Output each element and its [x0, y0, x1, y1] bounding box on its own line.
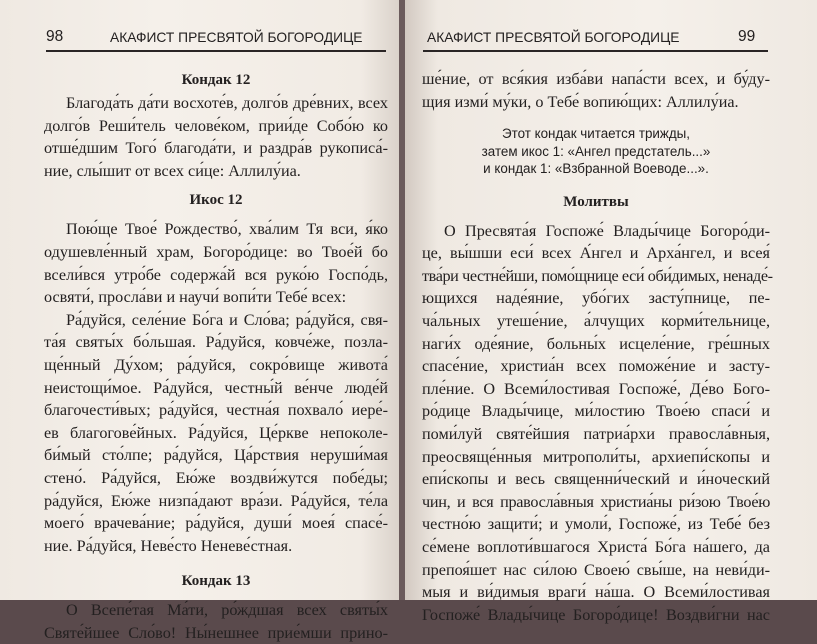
text-line: мыя и ви́димыя враги́ на́ша. О Всеми́лостивая	[422, 583, 770, 602]
text-line: О Всепе́тая Ма́ти, ро́ждшая всех святы́х	[66, 601, 388, 620]
text-line: ще́нный Ду́хом; ра́дуйся, сокро́вище живота́	[44, 355, 388, 374]
text-line: ние. Ра́дуйся, Неве́сто Неневе́стная.	[44, 536, 293, 555]
text-line: се́мене воплоти́вшагося Христа́ Бо́га на́шего, да	[422, 538, 770, 556]
text-line: та́я святы́х бо́льшая. Ра́дуйся, ковче́же, позла-	[44, 333, 388, 352]
text-line: щия изми́ му́ки, о Тебе́ вопию́щих: Аллилу́иа.	[422, 92, 739, 111]
text-line: моего́ врачева́ние; ра́дуйся, души́ моея́ спасе́-	[44, 514, 388, 533]
text-line: долго́в Реши́тель челове́ком, прии́де Собо́ю ко	[44, 116, 388, 135]
text-line: отше́дшим Того́ благода́ти, и раздра́в рукописа́-	[44, 139, 388, 158]
rubric-note	[422, 125, 770, 178]
text-line: епи́скопы и весь священни́ческий и и́ноческий	[422, 470, 770, 489]
paragraph	[44, 92, 388, 182]
text-line: Благода́ть да́ти восхоте́в, долго́в дре́вних, всех	[66, 94, 388, 112]
text-line: ние, слы́шит от всех си́це: Аллилу́иа.	[44, 161, 301, 180]
text-line: Ра́дуйся, селе́ние Бо́га и Сло́ва; ра́дуйся, свя-	[66, 310, 388, 329]
left-page	[0, 0, 401, 642]
paragraph	[422, 220, 773, 627]
note-line: Этот кондак читается трижды,	[501, 126, 691, 142]
text-line: препоя́шет нас си́лою Своею́ свы́ше, на неви́ди-	[422, 560, 770, 579]
text-line: Госпоже́ Влады́чице Богоро́дице! Воздви́гни нас	[422, 605, 770, 624]
text-line: благочести́вых; ра́дуйся, честна́я похвало́ иере́-	[44, 401, 388, 420]
page-number: 99	[738, 28, 756, 45]
text-line: О Пресвята́я Госпоже́ Влады́чице Богоро́ди-	[444, 221, 770, 240]
text-line: преосвяще́нныя митрополи́ты, архиепи́скопы и	[422, 447, 770, 466]
section-heading: Молитвы	[563, 193, 629, 210]
text-line: би́мый сто́лпе; ра́дуйся, Ца́рствия неруши́мая	[44, 446, 388, 465]
paragraph	[422, 68, 770, 113]
running-header: АКАФИСТ ПРЕСВЯТОЙ БОГОРОДИЦЕ	[427, 30, 680, 45]
text-line: тва́ри честне́йши, помо́щнице еси́ оби́димых, ненаде́-	[422, 266, 773, 285]
text-line: стено́. Ра́дуйся, Ею́же воздви́жутся побе́ды;	[44, 468, 388, 487]
note-line: затем икос 1: «Ангел предстатель...»	[481, 143, 711, 159]
text-line: пле́ние. О Всеми́лостивая Госпоже́, Де́во Бого-	[422, 379, 770, 398]
text-line: неистощи́мое. Ра́дуйся, честны́й ве́нче люде́й	[44, 378, 388, 397]
text-line: ев благогове́йных. Ра́дуйся, Це́ркве непоколе-	[44, 423, 388, 442]
text-line: освяти́, просла́ви и научи́ вопи́ти Тебе́ всех:	[44, 288, 347, 307]
text-line: чин, и вся правосла́вныя христиа́ны ри́зою Твое́ю	[422, 492, 770, 511]
text-line: Святе́йшее Сло́во! Ны́нешнее прие́мши прино-	[44, 623, 388, 642]
text-line: ющихся наде́яние, убо́гих засту́пнице, пе-	[422, 289, 770, 308]
header-rule	[46, 50, 386, 52]
page-number: 98	[46, 28, 64, 45]
paragraph	[44, 218, 388, 308]
text-line: ро́дице Влады́чице, ми́лостию Твое́ю спаси́ и	[422, 402, 770, 421]
text-line: ше́ние, от вся́кия изба́ви напа́сти всех, и бу́ду-	[422, 70, 770, 88]
section-heading: Кондак 12	[181, 72, 251, 88]
section-heading: Икос 12	[189, 192, 243, 209]
header-rule	[423, 50, 768, 52]
text-line: ра́дуйся, Ею́же низпа́дают вра́зи. Ра́дуйся, те́ла	[44, 491, 388, 510]
left-text-column	[44, 68, 388, 644]
text-line: спасе́ние, христиа́н всех поможе́ние и засту-	[422, 357, 770, 376]
text-line: одушевле́нный храм, Богоро́дице: во Твое́й бо	[44, 242, 388, 261]
paragraph	[44, 599, 388, 644]
section-heading: Кондак 13	[181, 573, 251, 590]
text-line: це, вы́шши еси́ всех А́нгел и Арха́нгел, и всея́	[422, 244, 770, 263]
text-line: всели́вся утро́бе содержа́й вся руко́ю Госпо́дь,	[44, 265, 388, 284]
right-text-column	[422, 68, 773, 626]
text-line: ча́льных утеше́ние, а́лчущих корми́тельнице,	[422, 312, 770, 331]
text-line: Пою́ще Твое́ Рождество́, хва́лим Тя вси, я́ко	[66, 220, 388, 239]
running-header: АКАФИСТ ПРЕСВЯТОЙ БОГОРОДИЦЕ	[110, 30, 363, 45]
paragraph	[44, 309, 388, 558]
text-line: честно́ю защити́; и умоли́, Госпоже́, из Тебе́ без	[422, 515, 770, 534]
text-line: наги́х оде́яние, больны́х исцеле́ние, гре́шных	[422, 334, 770, 353]
text-line: поми́луй святе́йшия патриа́рхи правосла́вныя,	[422, 425, 770, 444]
right-page	[405, 0, 817, 624]
note-line: и кондак 1: «Взбранной Воеводе...».	[483, 161, 709, 177]
